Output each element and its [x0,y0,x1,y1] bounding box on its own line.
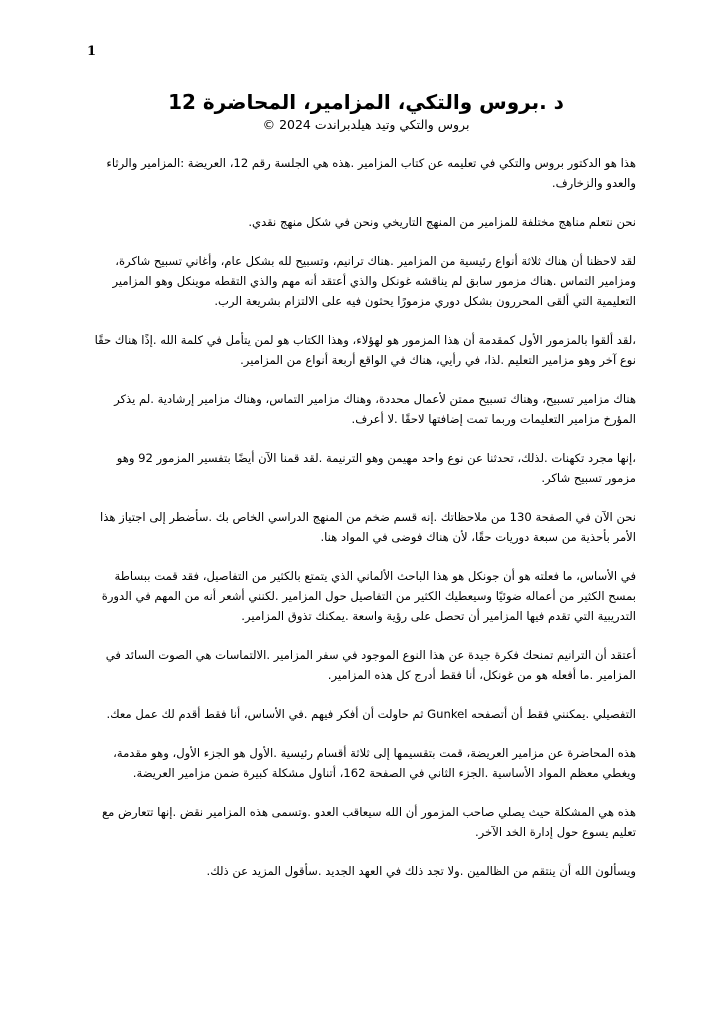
paragraph: أعتقد أن الترانيم تمنحك فكرة جيدة عن هذا النوع الموجود في سفر المزامير .الالتماسات هي الصوت السائد في المزامير .ما أفعله هو من غونكل، أنا فقط أدرج كل هذه المزامير. [105,648,636,682]
paragraph: التفصيلي .يمكنني فقط أن أتصفحه Gunkel ثم حاولت أن أفكر فيهم .في الأساس، أنا فقط أقدم لك عمل معك. [106,707,636,721]
paragraph: نحن الآن في الصفحة 130 من ملاحظاتك .إنه قسم ضخم من المنهج الدراسي الخاص بك .سأضطر إلى اجتياز هذا الأمر بأحذية من سبعة دوريات حقًا، لأن هناك فوضى في المواد هنا. [100,510,636,544]
paragraph: ،لقد ألقوا بالمزمور الأول كمقدمة أن هذا المزمور هو لهؤلاء، وهذا الكتاب هو لمن يتأمل في كلمة الله .إذًا هناك حقًا نوع آخر وهو مزامير التعليم .لذا، في رأيي، هناك في الواقع أربعة أنواع من المزامير. [94,333,636,367]
paragraph: هذا هو الدكتور بروس والتكي في تعليمه عن كتاب المزامير .هذه هي الجلسة رقم 12، العريضة :المزامير والرثاء والعدو والزخارف. [106,156,636,190]
copyright-line: بروس والتكي وتيد هيلدبراندت 2024 © [262,117,470,132]
paragraph: لقد لاحظنا أن هناك ثلاثة أنواع رئيسية من المزامير .هناك ترانيم، وتسبيح لله بشكل عام، وأغاني تسبيح شاكرة، ومزامير التماس .هناك مزمور سابق لم يناقشه غونكل والذي أعتقد أنه مهم والذي التقطه موينكل وهو المزامير التعليمية التي ألقى المحررون بشكل دوري مزمورًا يحثون فيه على الالتزام بشريعة الرب. [112,254,636,308]
paragraph: هناك مزامير تسبيح، وهناك تسبيح ممتن لأعمال محددة، وهناك مزامير التماس، وهناك مزامير إرشادية .لم يذكر المؤرخ مزامير التعليمات وربما تمت إضافتها لاحقًا .لا أعرف. [114,392,636,426]
document-title: د .بروس والتكي، المزامير، المحاضرة 12 [168,90,564,114]
paragraph: نحن نتعلم مناهج مختلفة للمزامير من المنهج التاريخي ونحن في شكل منهج نقدي. [248,215,636,229]
document-body [90,153,636,900]
paragraph: هذه المحاضرة عن مزامير العريضة، قمت بتقسيمها إلى ثلاثة أقسام رئيسية .الأول هو الجزء الأول، وهو مقدمة، ويغطي معظم المواد الأساسية .الجزء الثاني في الصفحة 162، أتناول مشكلة كبيرة ضمن مزامير العريضة. [113,746,636,780]
paragraph: هذه هي المشكلة حيث يصلي صاحب المزمور أن الله سيعاقب العدو .وتسمى هذه المزامير نقض .إنها تتعارض مع تعليم يسوع حول إدارة الخد الآخر. [101,805,636,839]
document-header [96,88,636,134]
paragraph: ويسألون الله أن ينتقم من الظالمين .ولا تجد ذلك في العهد الجديد .سأقول المزيد عن ذلك. [206,864,636,878]
paragraph: في الأساس، ما فعلته هو أن جونكل هو هذا الباحث الألماني الذي يتمتع بالكثير من التفاصيل، فقد قمت ببساطة بمسح الكثير من أعماله ضوئيًا وسيعطيك الكثير من التفاصيل حول المزامير .لكنني أشعر أنه من المهم في الدورة التدريبية التي تقدم فيها المزامير أن تحصل على رؤية واسعة .يمكنك تذوق المزامير. [101,569,636,623]
page-number: 1 [87,44,97,59]
paragraph: ،إنها مجرد تكهنات .لذلك، تحدثنا عن نوع واحد مهيمن وهو الترنيمة .لقد قمنا الآن أيضًا بتفسير المزمور 92 وهو مزمور تسبيح شاكر. [116,451,636,485]
